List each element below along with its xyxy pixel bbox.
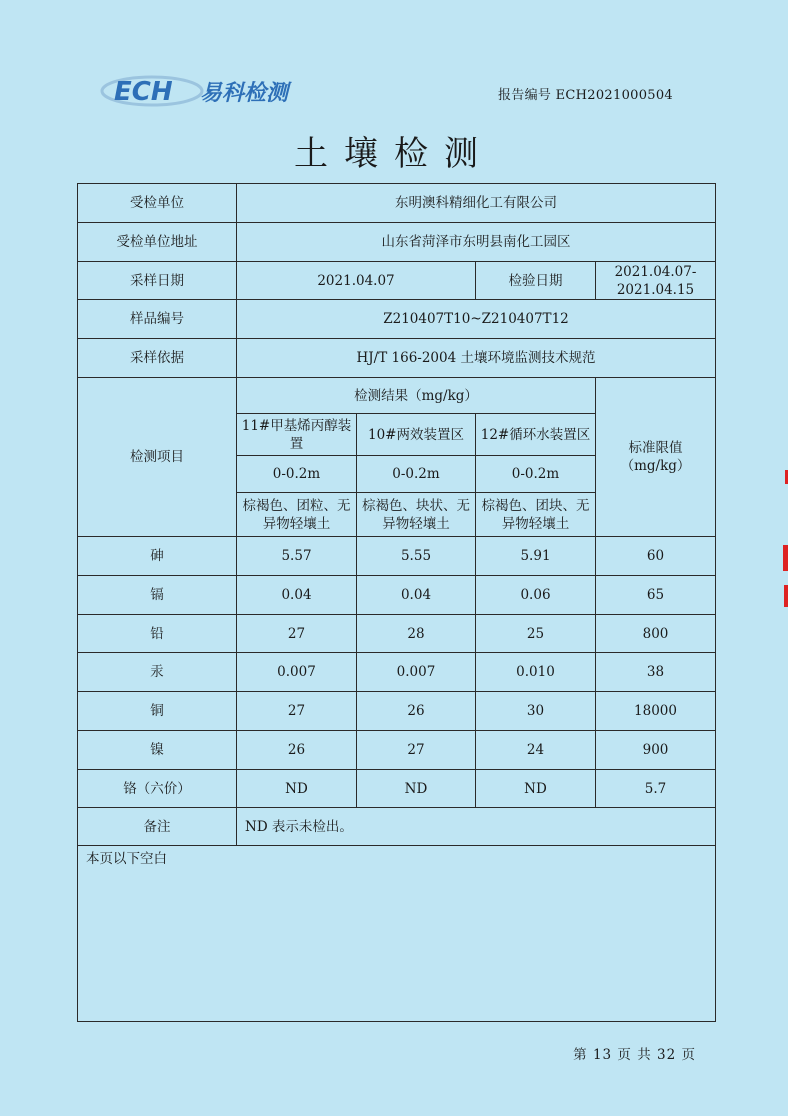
result-value: 5.55 xyxy=(357,537,476,576)
result-value: 5.57 xyxy=(237,537,357,576)
seal-edge-mark xyxy=(783,545,788,571)
result-value: 24 xyxy=(476,731,596,770)
site-depth: 0-0.2m xyxy=(237,456,357,493)
table-row xyxy=(78,692,716,731)
sample-no-row xyxy=(78,300,716,339)
seal-edge-mark xyxy=(784,585,788,607)
result-value: 0.007 xyxy=(357,653,476,692)
client-row xyxy=(78,184,716,223)
limit-value: 38 xyxy=(596,653,716,692)
sample-no-value: Z210407T10~Z210407T12 xyxy=(237,300,716,339)
basis-value: HJ/T 166-2004 土壤环境监测技术规范 xyxy=(237,339,716,378)
table-row xyxy=(78,653,716,692)
result-value: 0.06 xyxy=(476,576,596,615)
test-date-value: 2021.04.07-2021.04.15 xyxy=(596,262,716,300)
result-value: 5.91 xyxy=(476,537,596,576)
result-value: 28 xyxy=(357,615,476,653)
result-value: 27 xyxy=(357,731,476,770)
blank-row xyxy=(78,846,716,1022)
limit-value: 5.7 xyxy=(596,770,716,808)
table-row xyxy=(78,576,716,615)
remark-label: 备注 xyxy=(78,808,237,846)
test-item: 铬（六价） xyxy=(78,770,237,808)
address-value: 山东省菏泽市东明县南化工园区 xyxy=(237,223,716,262)
client-value: 东明澳科精细化工有限公司 xyxy=(237,184,716,223)
result-value: 0.04 xyxy=(357,576,476,615)
logo-mark-text: ECH xyxy=(114,77,173,107)
table-row xyxy=(78,615,716,653)
test-item: 镉 xyxy=(78,576,237,615)
limit-value: 65 xyxy=(596,576,716,615)
site-depth: 0-0.2m xyxy=(357,456,476,493)
test-item: 镍 xyxy=(78,731,237,770)
result-value: 26 xyxy=(357,692,476,731)
site-name: 11#甲基烯丙醇装置 xyxy=(237,414,357,456)
limit-value: 60 xyxy=(596,537,716,576)
table-row xyxy=(78,731,716,770)
test-item: 铅 xyxy=(78,615,237,653)
result-value: 0.04 xyxy=(237,576,357,615)
table-row xyxy=(78,770,716,808)
page-number: 第 13 页 共 32 页 xyxy=(573,1047,696,1063)
ech-logo-icon xyxy=(100,74,320,108)
test-item: 汞 xyxy=(78,653,237,692)
client-label: 受检单位 xyxy=(78,184,237,223)
basis-row xyxy=(78,339,716,378)
result-value: 27 xyxy=(237,615,357,653)
limit-value: 900 xyxy=(596,731,716,770)
result-value: ND xyxy=(476,770,596,808)
result-value: ND xyxy=(237,770,357,808)
site-description: 棕褐色、块状、无异物轻壤土 xyxy=(357,493,476,537)
test-item: 砷 xyxy=(78,537,237,576)
result-value: 0.007 xyxy=(237,653,357,692)
site-depth: 0-0.2m xyxy=(476,456,596,493)
company-logo xyxy=(100,74,320,108)
site-name: 10#两效装置区 xyxy=(357,414,476,456)
sampling-date-label: 采样日期 xyxy=(78,262,237,300)
remark-row xyxy=(78,808,716,846)
basis-label: 采样依据 xyxy=(78,339,237,378)
page-title: 土壤检测 xyxy=(294,134,494,174)
limit-value: 18000 xyxy=(596,692,716,731)
logo-brand-text: 易科检测 xyxy=(200,81,289,106)
site-name: 12#循环水装置区 xyxy=(476,414,596,456)
result-value: 27 xyxy=(237,692,357,731)
test-item: 铜 xyxy=(78,692,237,731)
result-value: ND xyxy=(357,770,476,808)
site-description: 棕褐色、团块、无异物轻壤土 xyxy=(476,493,596,537)
limit-value: 800 xyxy=(596,615,716,653)
item-header: 检测项目 xyxy=(78,378,237,537)
address-label: 受检单位地址 xyxy=(78,223,237,262)
result-value: 25 xyxy=(476,615,596,653)
result-value: 0.010 xyxy=(476,653,596,692)
site-description: 棕褐色、团粒、无异物轻壤土 xyxy=(237,493,357,537)
test-date-label: 检验日期 xyxy=(476,262,596,300)
soil-test-table xyxy=(77,183,716,1022)
remark-value: ND 表示未检出。 xyxy=(237,808,716,846)
result-value: 26 xyxy=(237,731,357,770)
address-row xyxy=(78,223,716,262)
blank-note: 本页以下空白 xyxy=(78,846,716,1022)
results-header-row xyxy=(78,378,716,414)
limit-header: 标准限值（mg/kg） xyxy=(596,378,716,537)
table-row xyxy=(78,537,716,576)
report-number: 报告编号 ECH2021000504 xyxy=(497,88,673,103)
date-row xyxy=(78,262,716,300)
sample-no-label: 样品编号 xyxy=(78,300,237,339)
sampling-date-value: 2021.04.07 xyxy=(237,262,476,300)
result-header: 检测结果（mg/kg） xyxy=(237,378,596,414)
result-value: 30 xyxy=(476,692,596,731)
